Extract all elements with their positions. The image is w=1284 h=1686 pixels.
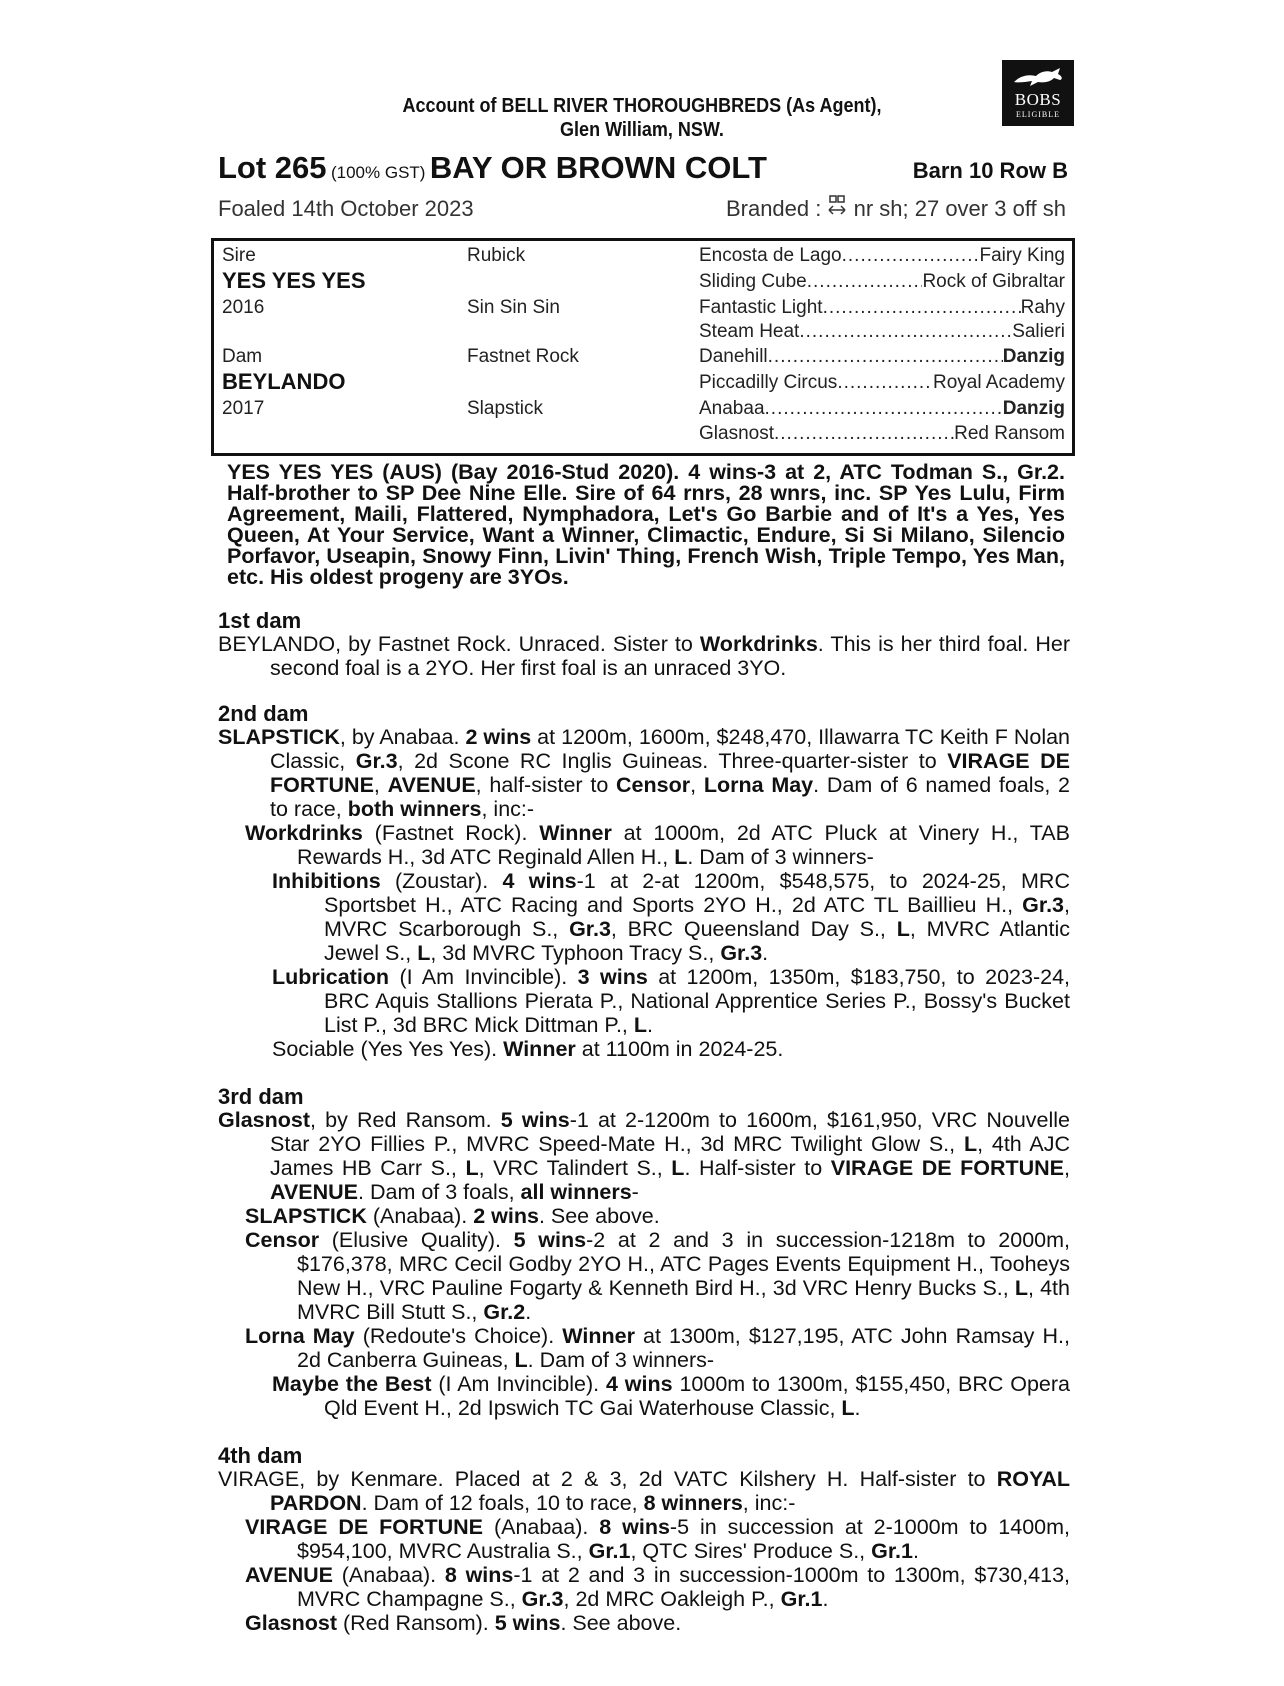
gen3-left: Fantastic Light [699, 297, 823, 318]
progeny-entry: Maybe the Best (I Am Invincible). 4 wins 1000m to 1300m, $155,450, BRC Opera Qld Event H., 2d Ipswich TC Gai Waterhouse Classic, L. [272, 1372, 1070, 1420]
progeny-entry: Inhibitions (Zoustar). 4 wins-1 at 2-at 1200m, $548,575, to 2024-25, MRC Sportsbet H., ATC Racing and Sports 2YO H., 2d ATC TL Baillieu H., Gr.3, MVRC Scarborough S., Gr.3, BRC Queensland Day S., L, MVRC Atlantic Jewel S., L, 3d MVRC Typhoon Tracy S., Gr.3. [272, 869, 1070, 965]
gen3-left: Piccadilly Circus [699, 372, 838, 393]
dam-year: 2017 [222, 398, 265, 419]
fourth-dam-heading: 4th dam [218, 1443, 303, 1468]
gen3-row [699, 372, 1065, 394]
gst-note: (100% GST) [330, 163, 426, 182]
lot-line [218, 150, 1068, 190]
progeny-entry: SLAPSTICK (Anabaa). 2 wins. See above. [245, 1204, 660, 1228]
gen3-right: Danzig [1002, 398, 1065, 419]
gen3-right: Danzig [1002, 346, 1065, 367]
fourth-dam-text: VIRAGE, by Kenmare. Placed at 2 & 3, 2d VATC Kilshery H. Half-sister to ROYAL PARDON. Dam of 12 foals, 10 to race, 8 winners, inc:- [218, 1467, 1070, 1515]
progeny-entry: Lorna May (Redoute's Choice). Winner at 1300m, $127,195, ATC John Ramsay H., 2d Canberra Guineas, L. Dam of 3 winners- [245, 1324, 1070, 1372]
gen3-left: Danehill [699, 346, 768, 367]
progeny-entry: Workdrinks (Fastnet Rock). Winner at 1000m, 2d ATC Pluck at Vinery H., TAB Rewards H., 3d ATC Reginald Allen H., L. Dam of 3 winners- [245, 821, 1070, 869]
gen3-right: Rahy [1020, 297, 1065, 318]
granddam-maternal: Slapstick [467, 398, 544, 419]
gen3-row [699, 346, 1065, 368]
sire-label: Sire [222, 245, 256, 266]
sire-summary: YES YES YES (AUS) (Bay 2016-Stud 2020). 4 wins-3 at 2, ATC Todman S., Gr.2. Half-brother to SP Dee Nine Elle. Sire of 64 rnrs, 28 wnrs, inc. SP Yes Lulu, Firm Agreement, Maili, Flattered, Nymphadora, Let's Go Barbie and of It's a Yes, Yes Queen, At Your Service, Want a Winner, Climactic, Endure, Si Si Milano, Silencio Porfavor, Useapin, Snowy Finn, Livin' Thing, French Wish, Triple Tempo, Yes Man, etc. His oldest progeny are 3YOs. [227, 460, 1065, 589]
gen3-row [699, 423, 1065, 445]
gen3-right: Royal Academy [932, 372, 1065, 393]
gen3-left: Anabaa [699, 398, 765, 419]
third-dam-text: Glasnost, by Red Ransom. 5 wins-1 at 2-1200m to 1600m, $161,950, VRC Nouvelle Star 2YO Fillies P., MVRC Speed-Mate H., 3d MRC Twilight Glow S., L, 4th AJC James HB Carr S., L, VRC Talindert S., L. Half-sister to VIRAGE DE FORTUNE, AVENUE. Dam of 3 foals, all winners- [218, 1108, 1071, 1204]
gen3-right: Rock of Gibraltar [922, 271, 1065, 292]
granddam-paternal: Sin Sin Sin [467, 297, 560, 318]
branded-text: nr sh; 27 over 3 off sh [853, 196, 1066, 221]
gen3-right: Red Ransom [954, 423, 1065, 444]
location-line: Glen William, NSW. [560, 119, 724, 141]
progeny-entry: Censor (Elusive Quality). 5 wins-2 at 2 and 3 in succession-1218m to 2000m, $176,378, MRC Cecil Godby 2YO H., ATC Pages Events Equipment H., Tooheys New H., VRC Pauline Fogarty & Kenneth Bird H., 3d VRC Henry Bucks S., L, 4th MVRC Bill Stutt S., Gr.2. [245, 1228, 1070, 1324]
progeny-entry: Glasnost (Red Ransom). 5 wins. See above. [245, 1611, 682, 1635]
first-dam-heading: 1st dam [218, 608, 302, 633]
bobs-eligible-logo [1002, 60, 1074, 126]
gen3-left: Sliding Cube [699, 271, 807, 292]
gen3-right: Salieri [1012, 321, 1065, 342]
gen3-row [699, 271, 1065, 293]
first-dam-text: BEYLANDO, by Fastnet Rock. Unraced. Sister to Workdrinks. This is her third foal. Her second foal is a 2YO. Her first foal is an unraced 3YO. [218, 632, 1070, 680]
gen3-left: Steam Heat [699, 321, 800, 342]
progeny-entry: Lubrication (I Am Invincible). 3 wins at 1200m, 1350m, $183,750, to 2023-24, BRC Aquis Stallions Pierata P., National Apprentice Series P., Bossy's Bucket List P., 3d BRC Mick Dittman P., L. [272, 965, 1071, 1037]
progeny-entry: VIRAGE DE FORTUNE (Anabaa). 8 wins-5 in succession at 2-1000m to 1400m, $954,100, MVRC Australia S., Gr.1, QTC Sires' Produce S., Gr.1. [245, 1515, 1070, 1563]
grandsire-maternal: Fastnet Rock [467, 346, 579, 367]
gen3-row [699, 321, 1065, 343]
logo-text-top: BOBS [1014, 90, 1062, 109]
gen3-left: Encosta de Lago [699, 245, 842, 266]
grandsire-paternal: Rubick [467, 245, 526, 266]
horse-icon [1010, 64, 1066, 90]
gen3-row [699, 245, 1065, 267]
foaled-date: Foaled 14th October 2023 [218, 196, 474, 221]
pedigree-table [211, 238, 1075, 456]
progeny-entry: AVENUE (Anabaa). 8 wins-1 at 2 and 3 in succession-1000m to 1300m, $730,413, MVRC Champagne S., Gr.3, 2d MRC Oakleigh P., Gr.1. [245, 1563, 1071, 1611]
dam-name: BEYLANDO [222, 369, 346, 394]
gen3-right: Fairy King [979, 245, 1065, 266]
gen3-left: Glasnost [699, 423, 774, 444]
third-dam-heading: 3rd dam [218, 1084, 304, 1109]
dam-label: Dam [222, 346, 263, 367]
lot-number: Lot 265 [218, 150, 327, 185]
branded-info [726, 194, 1066, 222]
second-dam-text: SLAPSTICK, by Anabaa. 2 wins at 1200m, 1600m, $248,470, Illawarra TC Keith F Nolan Classic, Gr.3, 2d Scone RC Inglis Guineas. Three-quarter-sister to VIRAGE DE FORTUNE, AVENUE, half-sister to Censor, Lorna May. Dam of 6 named foals, 2 to race, both winners, inc:- [218, 725, 1071, 821]
barn-location: Barn 10 Row B [912, 158, 1068, 183]
second-dam-heading: 2nd dam [218, 701, 309, 726]
gen3-row [699, 398, 1065, 420]
progeny-entry: Sociable (Yes Yes Yes). Winner at 1100m in 2024-25. [272, 1037, 784, 1061]
logo-text-bottom: ELIGIBLE [1016, 110, 1060, 119]
horse-description: BAY OR BROWN COLT [429, 150, 767, 185]
sire-year: 2016 [222, 297, 265, 318]
branded-label: Branded : [725, 196, 822, 221]
brand-mark-icon [827, 194, 847, 218]
gen3-row [699, 297, 1065, 319]
account-line: Account of BELL RIVER THOROUGHBREDS (As Agent), [402, 95, 882, 117]
sire-name: YES YES YES [222, 268, 366, 293]
